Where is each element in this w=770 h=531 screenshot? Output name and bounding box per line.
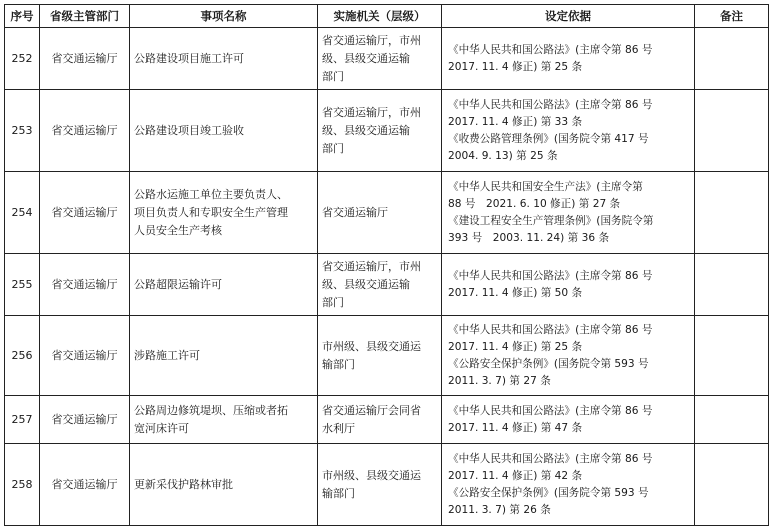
cell-item (130, 254, 318, 316)
cell-basis-line: 《中华人民共和国公路法》(主席令第 86 号 (448, 323, 653, 336)
table-body (5, 28, 769, 526)
cell-basis (442, 396, 695, 444)
cell-org-line: 部门 (322, 69, 344, 83)
administrative-items-table (4, 4, 769, 526)
cell-dept: 省交通运输厅 (40, 254, 130, 316)
cell-note (695, 396, 769, 444)
cell-org-line: 水利厅 (322, 421, 355, 435)
cell-basis (442, 28, 695, 90)
cell-basis-line: 2017. 11. 4 修正) 第 25 条 (448, 60, 583, 73)
cell-org-line: 省交通运输厅 (322, 205, 388, 219)
cell-seq: 257 (5, 396, 40, 444)
cell-note (695, 254, 769, 316)
cell-item (130, 172, 318, 254)
cell-seq: 258 (5, 444, 40, 526)
cell-basis-line: 2017. 11. 4 修正) 第 33 条 (448, 115, 583, 128)
cell-item (130, 90, 318, 172)
cell-dept: 省交通运输厅 (40, 90, 130, 172)
cell-item-line: 人员安全生产考核 (134, 223, 222, 237)
cell-org (318, 90, 442, 172)
cell-item-line: 项目负责人和专职安全生产管理 (134, 205, 288, 219)
header-basis: 设定依据 (442, 5, 695, 28)
header-org: 实施机关（层级） (318, 5, 442, 28)
cell-basis-line: 《中华人民共和国公路法》(主席令第 86 号 (448, 269, 653, 282)
header-dept: 省级主管部门 (40, 5, 130, 28)
cell-org-line: 输部门 (322, 486, 355, 500)
cell-org-line: 省交通运输厅，市州 (322, 105, 421, 119)
cell-item (130, 316, 318, 396)
cell-org-line: 输部门 (322, 357, 355, 371)
cell-basis-line: 《收费公路管理条例》(国务院令第 417 号 (448, 132, 649, 145)
cell-note (695, 444, 769, 526)
table-row (5, 254, 769, 316)
cell-item-line: 涉路施工许可 (134, 348, 200, 362)
header-item: 事项名称 (130, 5, 318, 28)
header-note: 备注 (695, 5, 769, 28)
cell-basis-line: 《中华人民共和国安全生产法》(主席令第 (448, 180, 643, 193)
table-row (5, 316, 769, 396)
cell-basis (442, 254, 695, 316)
cell-org (318, 172, 442, 254)
cell-basis-line: 《建设工程安全生产管理条例》(国务院令第 (448, 214, 654, 227)
cell-org (318, 396, 442, 444)
cell-org-line: 部门 (322, 141, 344, 155)
cell-org (318, 254, 442, 316)
cell-note (695, 316, 769, 396)
cell-note (695, 28, 769, 90)
cell-basis-line: 2004. 9. 13) 第 25 条 (448, 149, 558, 162)
cell-org-line: 部门 (322, 295, 344, 309)
cell-item-line: 公路超限运输许可 (134, 277, 222, 291)
cell-item-line: 更新采伐护路林审批 (134, 477, 233, 491)
cell-dept: 省交通运输厅 (40, 172, 130, 254)
cell-seq: 255 (5, 254, 40, 316)
table-row (5, 396, 769, 444)
cell-basis-line: 2017. 11. 4 修正) 第 50 条 (448, 286, 583, 299)
table-row (5, 172, 769, 254)
cell-basis-line: 《中华人民共和国公路法》(主席令第 86 号 (448, 452, 653, 465)
cell-item (130, 28, 318, 90)
cell-basis-line: 《中华人民共和国公路法》(主席令第 86 号 (448, 98, 653, 111)
cell-org-line: 省交通运输厅，市州 (322, 259, 421, 273)
cell-item-line: 公路周边修筑堤坝、压缩或者拓 (134, 403, 288, 417)
cell-seq: 256 (5, 316, 40, 396)
cell-org (318, 316, 442, 396)
cell-basis-line: 2017. 11. 4 修正) 第 25 条 (448, 340, 583, 353)
cell-org-line: 级、县级交通运输 (322, 277, 410, 291)
cell-item-line: 宽河床许可 (134, 421, 189, 435)
cell-basis (442, 172, 695, 254)
cell-basis-line: 2011. 3. 7) 第 26 条 (448, 503, 551, 516)
cell-basis (442, 444, 695, 526)
cell-org-line: 省交通运输厅，市州 (322, 33, 421, 47)
cell-basis-line: 2017. 11. 4 修正) 第 42 条 (448, 469, 583, 482)
cell-basis-line: 《中华人民共和国公路法》(主席令第 86 号 (448, 404, 653, 417)
cell-note (695, 172, 769, 254)
cell-basis-line: 《公路安全保护条例》(国务院令第 593 号 (448, 357, 649, 370)
cell-org-line: 市州级、县级交通运 (322, 468, 421, 482)
cell-seq: 253 (5, 90, 40, 172)
cell-org (318, 444, 442, 526)
cell-seq: 252 (5, 28, 40, 90)
cell-note (695, 90, 769, 172)
cell-org-line: 级、县级交通运输 (322, 51, 410, 65)
cell-item-line: 公路建设项目竣工验收 (134, 123, 244, 137)
cell-dept: 省交通运输厅 (40, 28, 130, 90)
header-seq: 序号 (5, 5, 40, 28)
cell-org (318, 28, 442, 90)
cell-basis-line: 88 号 2021. 6. 10 修正) 第 27 条 (448, 197, 621, 210)
table-row (5, 28, 769, 90)
cell-org-line: 级、县级交通运输 (322, 123, 410, 137)
cell-dept: 省交通运输厅 (40, 396, 130, 444)
cell-item (130, 396, 318, 444)
cell-basis (442, 90, 695, 172)
cell-basis-line: 393 号 2003. 11. 24) 第 36 条 (448, 231, 610, 244)
cell-org-line: 市州级、县级交通运 (322, 339, 421, 353)
cell-basis-line: 2017. 11. 4 修正) 第 47 条 (448, 421, 583, 434)
cell-item-line: 公路建设项目施工许可 (134, 51, 244, 65)
cell-item-line: 公路水运施工单位主要负责人、 (134, 187, 288, 201)
table-row (5, 90, 769, 172)
cell-org-line: 省交通运输厅会同省 (322, 403, 421, 417)
cell-basis-line: 2011. 3. 7) 第 27 条 (448, 374, 551, 387)
cell-basis-line: 《公路安全保护条例》(国务院令第 593 号 (448, 486, 649, 499)
cell-basis-line: 《中华人民共和国公路法》(主席令第 86 号 (448, 43, 653, 56)
cell-seq: 254 (5, 172, 40, 254)
cell-basis (442, 316, 695, 396)
cell-dept: 省交通运输厅 (40, 316, 130, 396)
cell-item (130, 444, 318, 526)
table-header-row (5, 5, 769, 28)
cell-dept: 省交通运输厅 (40, 444, 130, 526)
table-row (5, 444, 769, 526)
